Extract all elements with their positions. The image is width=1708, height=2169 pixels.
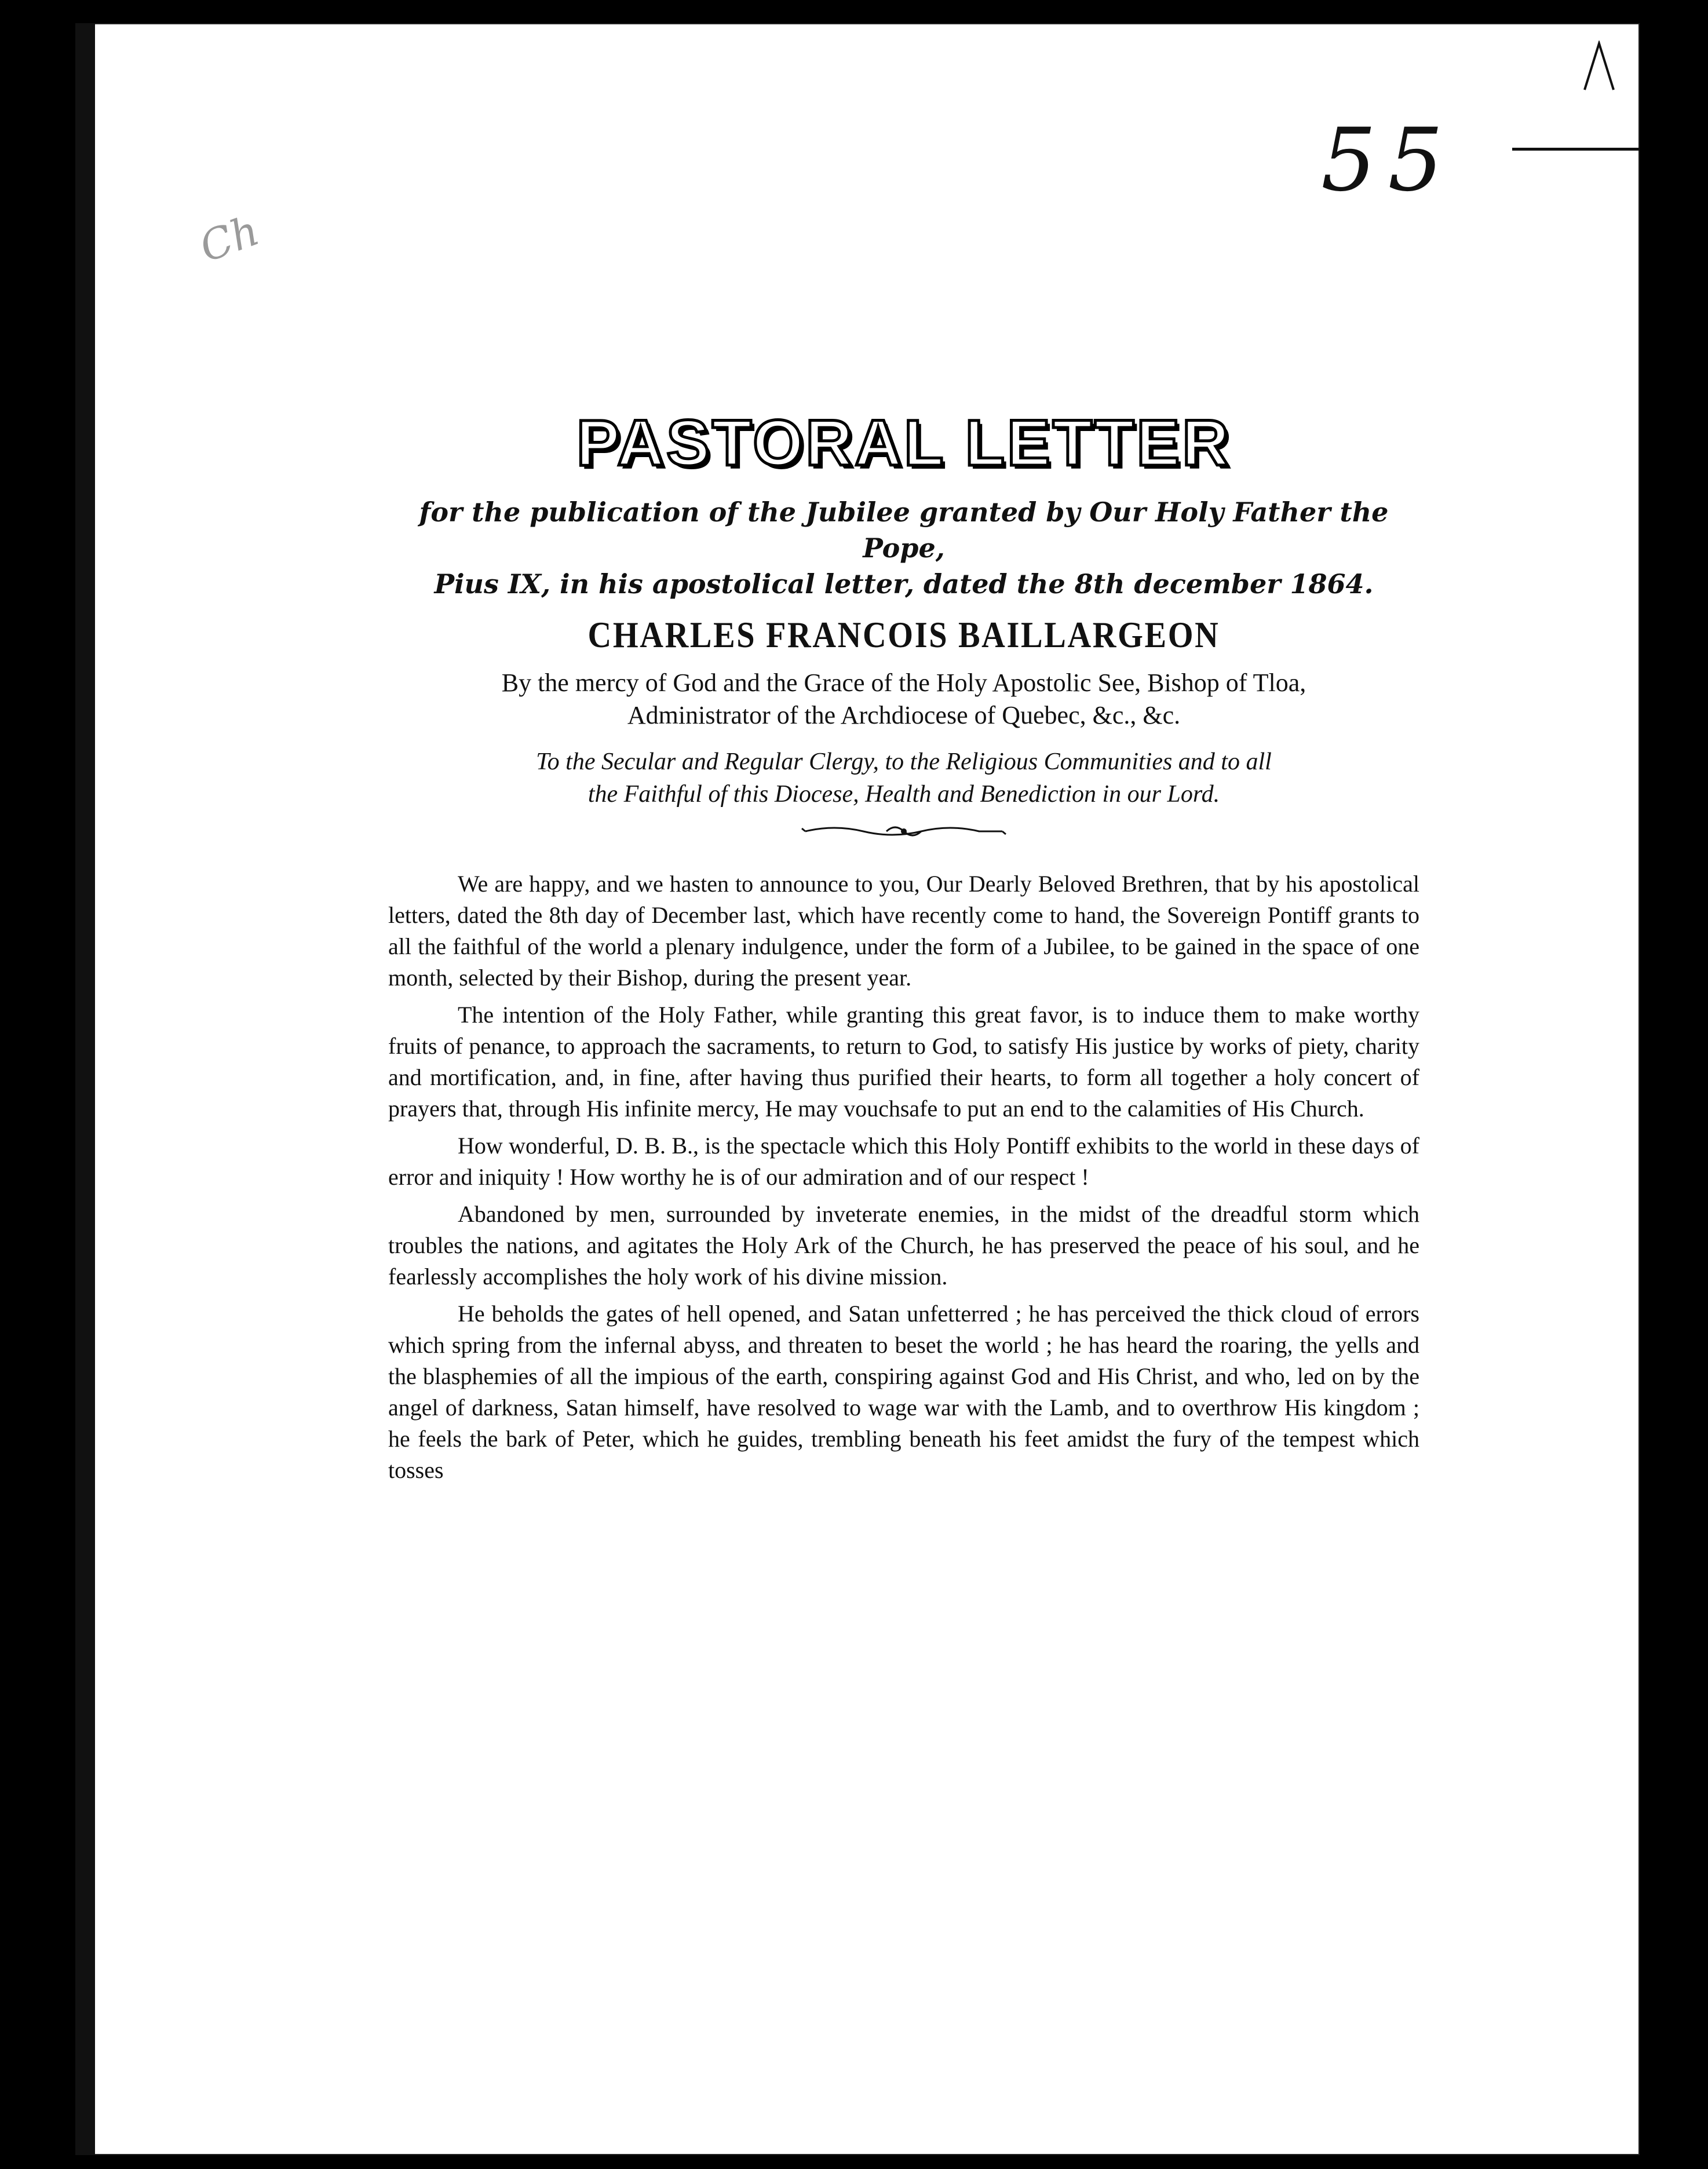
document-subtitle: [388, 494, 1419, 602]
letter-content: [388, 406, 1419, 1492]
author-name: CHARLES FRANCOIS BAILLARGEON: [587, 614, 1220, 655]
document-page: [75, 23, 1640, 2155]
letter-body: [388, 868, 1419, 1486]
ornamental-divider: [800, 820, 1008, 843]
address-line-1: To the Secular and Regular Clergy, to the Religious Communities and to all: [536, 748, 1272, 775]
scan-edge: [75, 23, 95, 2155]
body-paragraph: We are happy, and we hasten to announce to you, Our Dearly Beloved Brethren, that by his apostolical letters, dated the 8th day of December last, which have recently come to hand, the Sovereign Pontiff grants to all the faithful of the world a plenary indulgence, under the form of a Jubilee, to be gained in the space of one month, selected by their Bishop, during the present year.: [388, 871, 1419, 991]
author-title-line-2: Administrator of the Archdiocese of Quebec, &c., &c.: [627, 701, 1181, 729]
body-paragraph: Abandoned by men, surrounded by inveterate enemies, in the midst of the dreadful storm which troubles the nations, and agitates the Holy Ark of the Church, he has preserved the peace of his soul, and he fearlessly accomplishes the holy work of his divine mission.: [388, 1201, 1419, 1290]
handwritten-page-number: 55: [1321, 110, 1455, 211]
body-paragraph: He beholds the gates of hell opened, and Satan unfetterred ; he has perceived the thick cloud of errors which spring from the infernal abyss, and threaten to beset the world ; he has heard the roaring, the yells and the blasphemies of all the impious of the earth, conspiring against God and His Christ, and who, led on by the angel of darkness, Satan himself, have resolved to wage war with the Lamb, and to overthrow His kingdom ; he feels the bark of Peter, which he guides, trembling beneath his feet amidst the fury of the tempest which tosses: [388, 1301, 1419, 1483]
salutation-address: [388, 746, 1419, 810]
body-paragraph: The intention of the Holy Father, while granting this great favor, is to induce them to make worthy fruits of penance, to approach the sacraments, to return to God, to satisfy His justice by works of piety, charity and mortification, and, in fine, after having thus purified their hearts, to form all together a holy concert of prayers that, through His infinite mercy, He may vouchsafe to put an end to the calamities of His Church.: [388, 1002, 1419, 1122]
subtitle-line-1: for the publication of the Jubilee granted by Our Holy Father the Pope,: [419, 496, 1389, 564]
document-title: PASTORAL LETTER: [576, 407, 1232, 479]
author-title: [388, 667, 1419, 732]
subtitle-line-2: Pius IX, in his apostolical letter, dated the 8th december 1864.: [434, 568, 1374, 600]
author-title-line-1: By the mercy of God and the Grace of the Holy Apostolic See, Bishop of Tloa,: [501, 669, 1306, 697]
handwritten-rule: [1512, 148, 1640, 151]
corner-fold-mark: [1582, 41, 1616, 93]
body-paragraph: How wonderful, D. B. B., is the spectacle which this Holy Pontiff exhibits to the world in these days of error and iniquity ! How worthy he is of our admiration and of our respect !: [388, 1133, 1419, 1190]
margin-note: Ch: [193, 206, 265, 272]
address-line-2: the Faithful of this Diocese, Health and Benediction in our Lord.: [587, 781, 1220, 808]
